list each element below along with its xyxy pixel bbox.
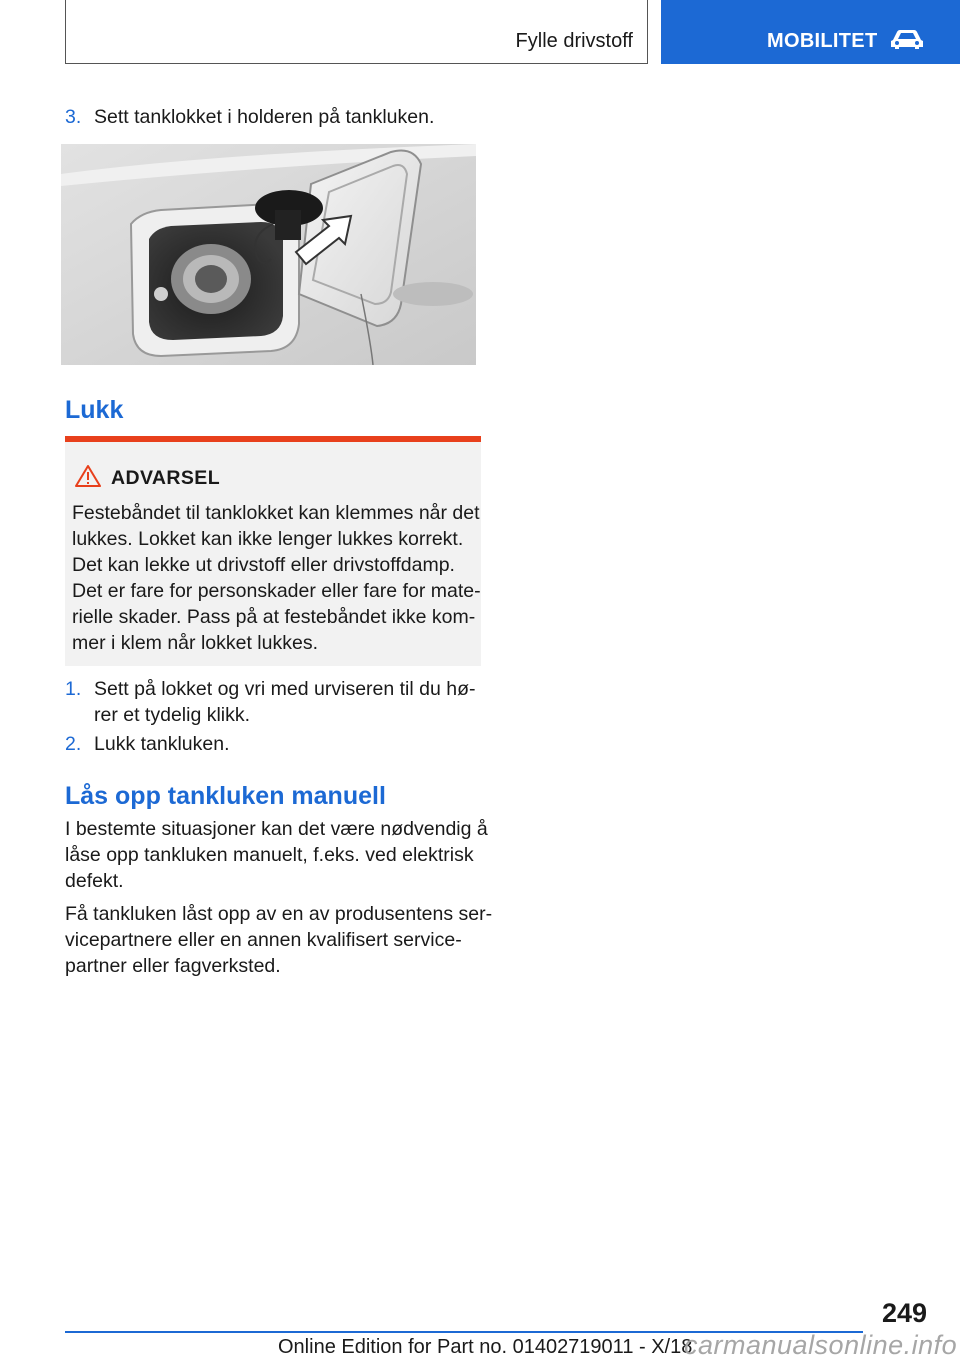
warning-text-line: rielle skader. Pass på at festebåndet ikke kom‐ (72, 606, 476, 628)
paragraph-line: I bestemte situasjoner kan det være nødvendig å (65, 818, 488, 840)
warning-text-line: mer i klem når lokket lukkes. (72, 632, 318, 654)
paragraph-line: defekt. (65, 870, 124, 892)
step-text-line: rer et tydelig klikk. (94, 704, 251, 726)
step-text-line: Lukk tankluken. (94, 733, 230, 755)
paragraph-line: partner eller fagverksted. (65, 955, 281, 977)
step-number: 1. (65, 678, 82, 700)
step-text-line: Sett på lokket og vri med urviseren til du hø‐ (94, 678, 476, 700)
warning-text-line: Det er fare for personskader eller fare for mate‐ (72, 580, 481, 602)
paragraph-line: vicepartnere eller en annen kvalifisert service‐ (65, 929, 462, 951)
step-3 (65, 104, 485, 130)
header-section-title: Fylle drivstoff (515, 30, 633, 52)
step-2 (65, 731, 485, 757)
step-text: Sett tanklokket i holderen på tankluken. (94, 106, 435, 128)
car-icon (889, 28, 925, 50)
header-chapter-box (661, 0, 960, 64)
warning-box (65, 436, 481, 666)
page-number: 249 (881, 1298, 927, 1328)
section-heading-close: Lukk (65, 396, 124, 424)
step-1 (65, 676, 485, 728)
fuel-cap-holder-illustration (61, 144, 476, 365)
step-number: 2. (65, 733, 82, 755)
paragraph-line: Få tankluken låst opp av en av produsentens ser‐ (65, 903, 493, 925)
warning-triangle-icon (75, 464, 101, 488)
footer-edition: Online Edition for Part no. 01402719011 - X/18 (278, 1336, 693, 1358)
warning-title: ADVARSEL (111, 467, 221, 489)
header-chapter-title: MOBILITET (767, 30, 878, 52)
step-number: 3. (65, 106, 82, 128)
warning-text-line: Festebåndet til tanklokket kan klemmes når det (72, 502, 480, 524)
paragraph-line: låse opp tankluken manuelt, f.eks. ved elektrisk (65, 844, 474, 866)
header-section-box (65, 0, 648, 64)
section-heading-manual-unlock: Lås opp tankluken manuell (65, 782, 386, 810)
warning-text-line: lukkes. Lokket kan ikke lenger lukkes korrekt. (72, 528, 464, 550)
watermark: carmanualsonline.info (684, 1330, 958, 1360)
warning-text-line: Det kan lekke ut drivstoff eller drivstoffdamp. (72, 554, 455, 576)
